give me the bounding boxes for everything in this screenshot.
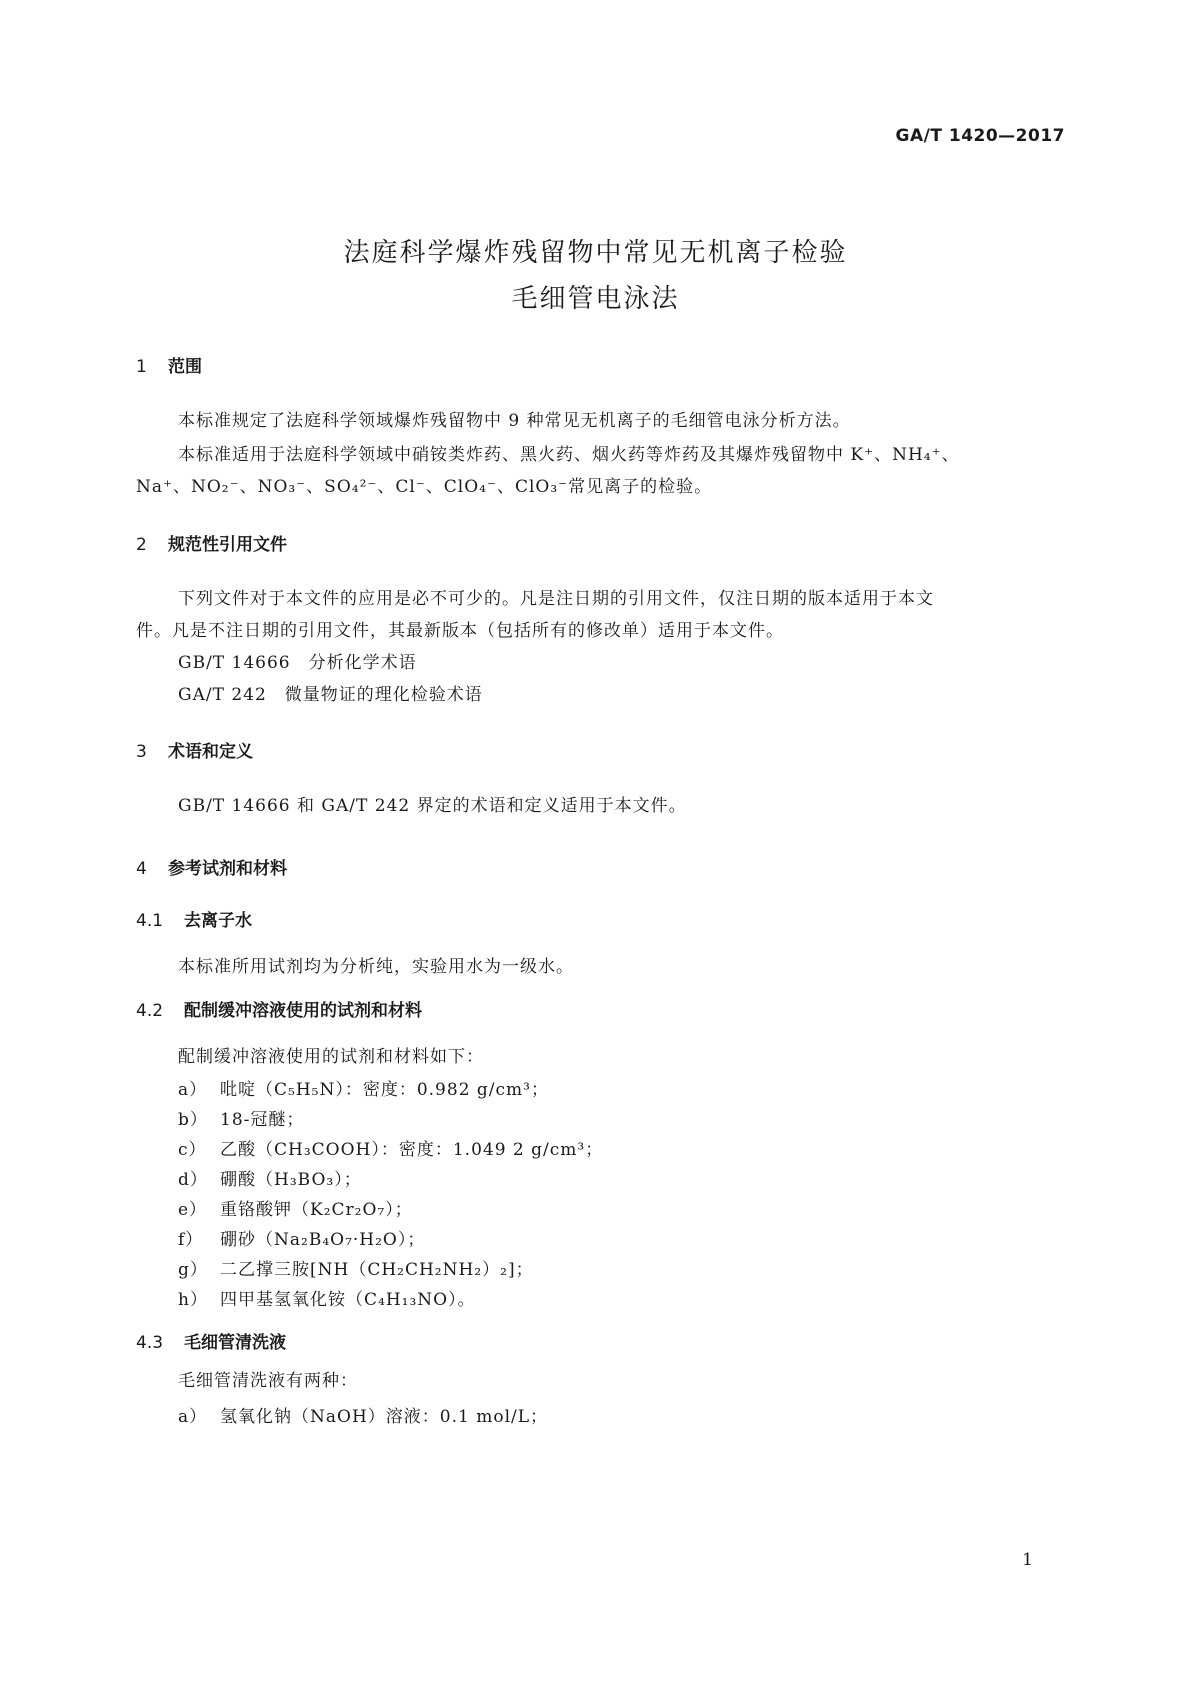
section-title: 毛细管清洗液 [184, 1333, 286, 1353]
normative-reference: GA/T 242 微量物证的理化检验术语 [178, 685, 483, 705]
list-item [178, 1105, 304, 1130]
document-title-line1: 法庭科学爆炸残留物中常见无机离子检验 [343, 238, 848, 268]
section-4-1-heading [136, 906, 252, 931]
section-4-heading [136, 854, 287, 879]
section-number: 3 [136, 742, 147, 762]
list-label: a） [178, 1080, 208, 1100]
section-2-heading [136, 530, 287, 555]
list-item [178, 1075, 549, 1100]
list-item [178, 1165, 362, 1190]
list-text: 四甲基氢氧化铵（C₄H₁₃NO）。 [220, 1290, 476, 1310]
list-text: 硼砂（Na₂B₄O₇·H₂O）； [220, 1230, 426, 1250]
section-title: 术语和定义 [168, 742, 253, 762]
section-number: 1 [136, 357, 147, 377]
list-text: 硼酸（H₃BO₃）； [220, 1170, 362, 1190]
list-text: 吡啶（C₅H₅N）：密度：0.982 g/cm³； [220, 1080, 549, 1100]
standard-code: GA/T 1420—2017 [895, 126, 1065, 146]
section-3-heading [136, 737, 253, 762]
normative-reference: GB/T 14666 分析化学术语 [178, 653, 417, 673]
list-label: e） [178, 1200, 208, 1220]
section-4-2-heading [136, 996, 422, 1021]
list-text: 重铬酸钾（K₂Cr₂O₇）； [220, 1200, 413, 1220]
section-title: 去离子水 [184, 911, 252, 931]
section-4-3-heading [136, 1328, 286, 1353]
paragraph: 件。凡是不注日期的引用文件，其最新版本（包括所有的修改单）适用于本文件。 [136, 621, 784, 641]
list-label: d） [178, 1170, 208, 1190]
section-number: 2 [136, 535, 147, 555]
paragraph: 本标准所用试剂均为分析纯，实验用水为一级水。 [178, 957, 574, 977]
paragraph: 下列文件对于本文件的应用是必不可少的。凡是注日期的引用文件，仅注日期的版本适用于本文 [178, 589, 934, 609]
paragraph: 本标准规定了法庭科学领域爆炸残留物中 9 种常见无机离子的毛细管电泳分析方法。 [178, 411, 851, 431]
list-text: 18-冠醚； [220, 1110, 305, 1130]
list-label: a） [178, 1407, 208, 1427]
list-label: h） [178, 1290, 208, 1310]
paragraph: 本标准适用于法庭科学领域中硝铵类炸药、黑火药、烟火药等炸药及其爆炸残留物中 K⁺、NH₄⁺、 [178, 445, 960, 465]
paragraph: 毛细管清洗液有两种： [178, 1371, 358, 1391]
list-text: 二乙撑三胺[NH（CH₂CH₂NH₂）₂]； [220, 1260, 534, 1280]
list-text: 氢氧化钠（NaOH）溶液：0.1 mol/L； [220, 1407, 549, 1427]
paragraph: GB/T 14666 和 GA/T 242 界定的术语和定义适用于本文件。 [178, 796, 687, 816]
list-label: f） [178, 1230, 204, 1250]
list-item [178, 1285, 476, 1310]
section-number: 4.2 [136, 1001, 164, 1021]
list-text: 乙酸（CH₃COOH）：密度：1.049 2 g/cm³； [220, 1140, 604, 1160]
list-label: c） [178, 1140, 207, 1160]
section-title: 规范性引用文件 [168, 535, 287, 555]
section-number: 4.3 [136, 1333, 164, 1353]
list-label: b） [178, 1110, 208, 1130]
page-number: 1 [1022, 1550, 1033, 1570]
list-item [178, 1402, 548, 1427]
section-number: 4.1 [136, 911, 164, 931]
list-item [178, 1195, 413, 1220]
section-1-heading [136, 352, 202, 377]
section-number: 4 [136, 859, 147, 879]
list-item [178, 1135, 603, 1160]
document-title-line2: 毛细管电泳法 [511, 284, 680, 314]
paragraph: Na⁺、NO₂⁻、NO₃⁻、SO₄²⁻、Cl⁻、ClO₄⁻、ClO₃⁻常见离子的检验。 [136, 477, 713, 497]
paragraph: 配制缓冲溶液使用的试剂和材料如下： [178, 1047, 484, 1067]
list-label: g） [178, 1260, 208, 1280]
section-title: 参考试剂和材料 [168, 859, 287, 879]
list-item [178, 1225, 425, 1250]
section-title: 范围 [168, 357, 202, 377]
list-item [178, 1255, 534, 1280]
section-title: 配制缓冲溶液使用的试剂和材料 [184, 1001, 422, 1021]
